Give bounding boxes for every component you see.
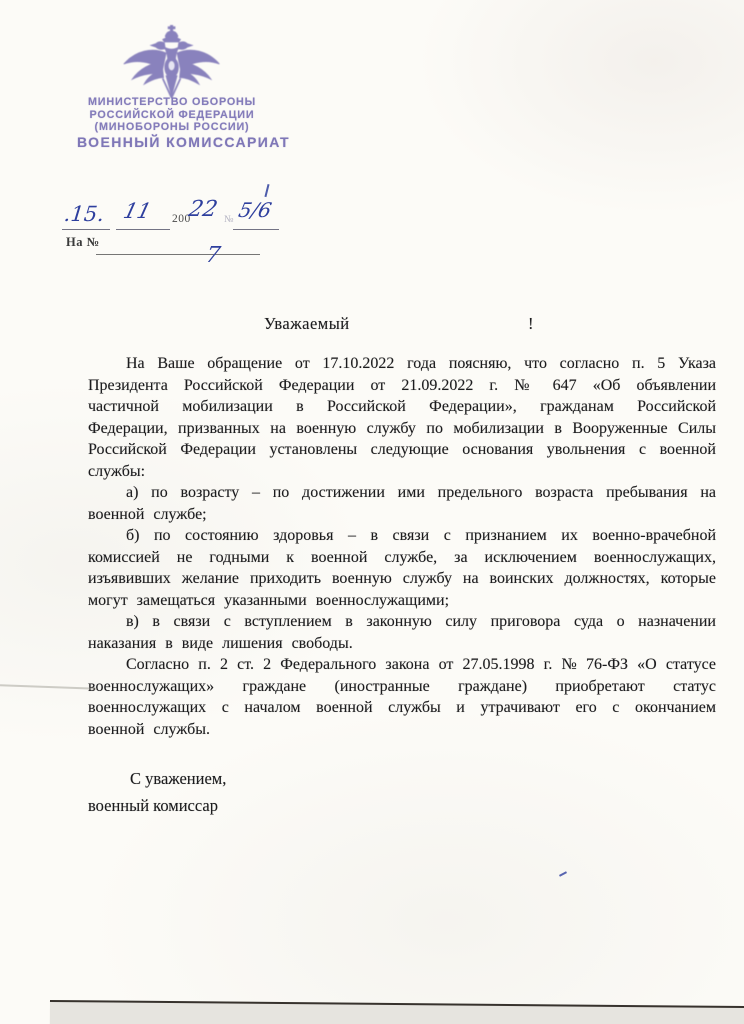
salutation-line (88, 314, 716, 334)
form-underline (62, 229, 110, 230)
reply-to-label: На № (66, 235, 100, 249)
pen-tick-mark (264, 184, 269, 197)
handwritten-doc-number: 5/6 (236, 198, 274, 222)
military-commissariat-stamp: ВОЕННЫЙ КОМИССАРИАТ (77, 134, 290, 150)
paper-crease (0, 684, 97, 689)
letter-body (88, 353, 716, 740)
paragraph-item-b: б) по состоянию здоровья – в связи с признанием их военно-врачебной комиссией не годными к военной службе, за исключением военнослужащих, изъявивших желание приходить военную службу на воинских должностях, которые могут замещаться указанными военнослужащими; (88, 527, 716, 609)
stray-ink-mark (559, 871, 567, 877)
printed-number-sign: № (224, 214, 234, 225)
closing-line: С уважением, (130, 769, 227, 788)
ministry-stamp (72, 96, 272, 134)
form-underline (233, 229, 279, 230)
ministry-line-1: МИНИСТЕРСТВО ОБОРОНЫ (88, 96, 256, 108)
handwritten-number-note: 7 (203, 243, 223, 268)
scan-bottom-edge (49, 1000, 744, 1024)
signer-title: военный комиссар (88, 795, 218, 815)
handwritten-date-year: 22 (186, 197, 220, 222)
ministry-line-3: (МИНОБОРОНЫ РОССИИ) (94, 121, 250, 134)
handwritten-date-month: 11 (121, 199, 154, 223)
handwritten-date-day: .15. (62, 202, 106, 226)
paragraph-status: Согласно п. 2 ст. 2 Федерального закона от 27.05.1998 г. № 76-ФЗ «О статусе военнослужащих» граждане (иностранные граждане) приобретают статус военнослужащих с началом военной службы и утрачивают его с окончанием военной службы. (88, 656, 716, 738)
salutation-punctuation: ! (528, 314, 534, 333)
ministry-line-2: РОССИЙСКОЙ ФЕДЕРАЦИИ (89, 108, 255, 121)
form-underline (96, 254, 260, 255)
form-underline (116, 229, 170, 230)
signature-block (88, 766, 226, 819)
paragraph-intro: На Ваше обращение от 17.10.2022 года поясняю, что согласно п. 5 Указа Президента Российской Федерации от 21.09.2022 г. № 647 «Об объявлении частичной мобилизации в Российской Федерации», гражданам Российской Федерации, призванных на военную службу по мобилизации в Вооруженные Силы Российской Федерации установлены следующие основания увольнения с военной службы: (88, 355, 716, 480)
salutation-text: Уважаемый (264, 314, 350, 333)
paragraph-item-a: а) по возрасту – по достижении ими предельного возраста пребывания на военной службе; (88, 484, 716, 523)
printed-year-prefix: 200 (172, 213, 191, 225)
paragraph-item-v: в) в связи с вступлением в законную силу приговора суда о назначении наказания в виде лишения свободы. (88, 613, 716, 652)
